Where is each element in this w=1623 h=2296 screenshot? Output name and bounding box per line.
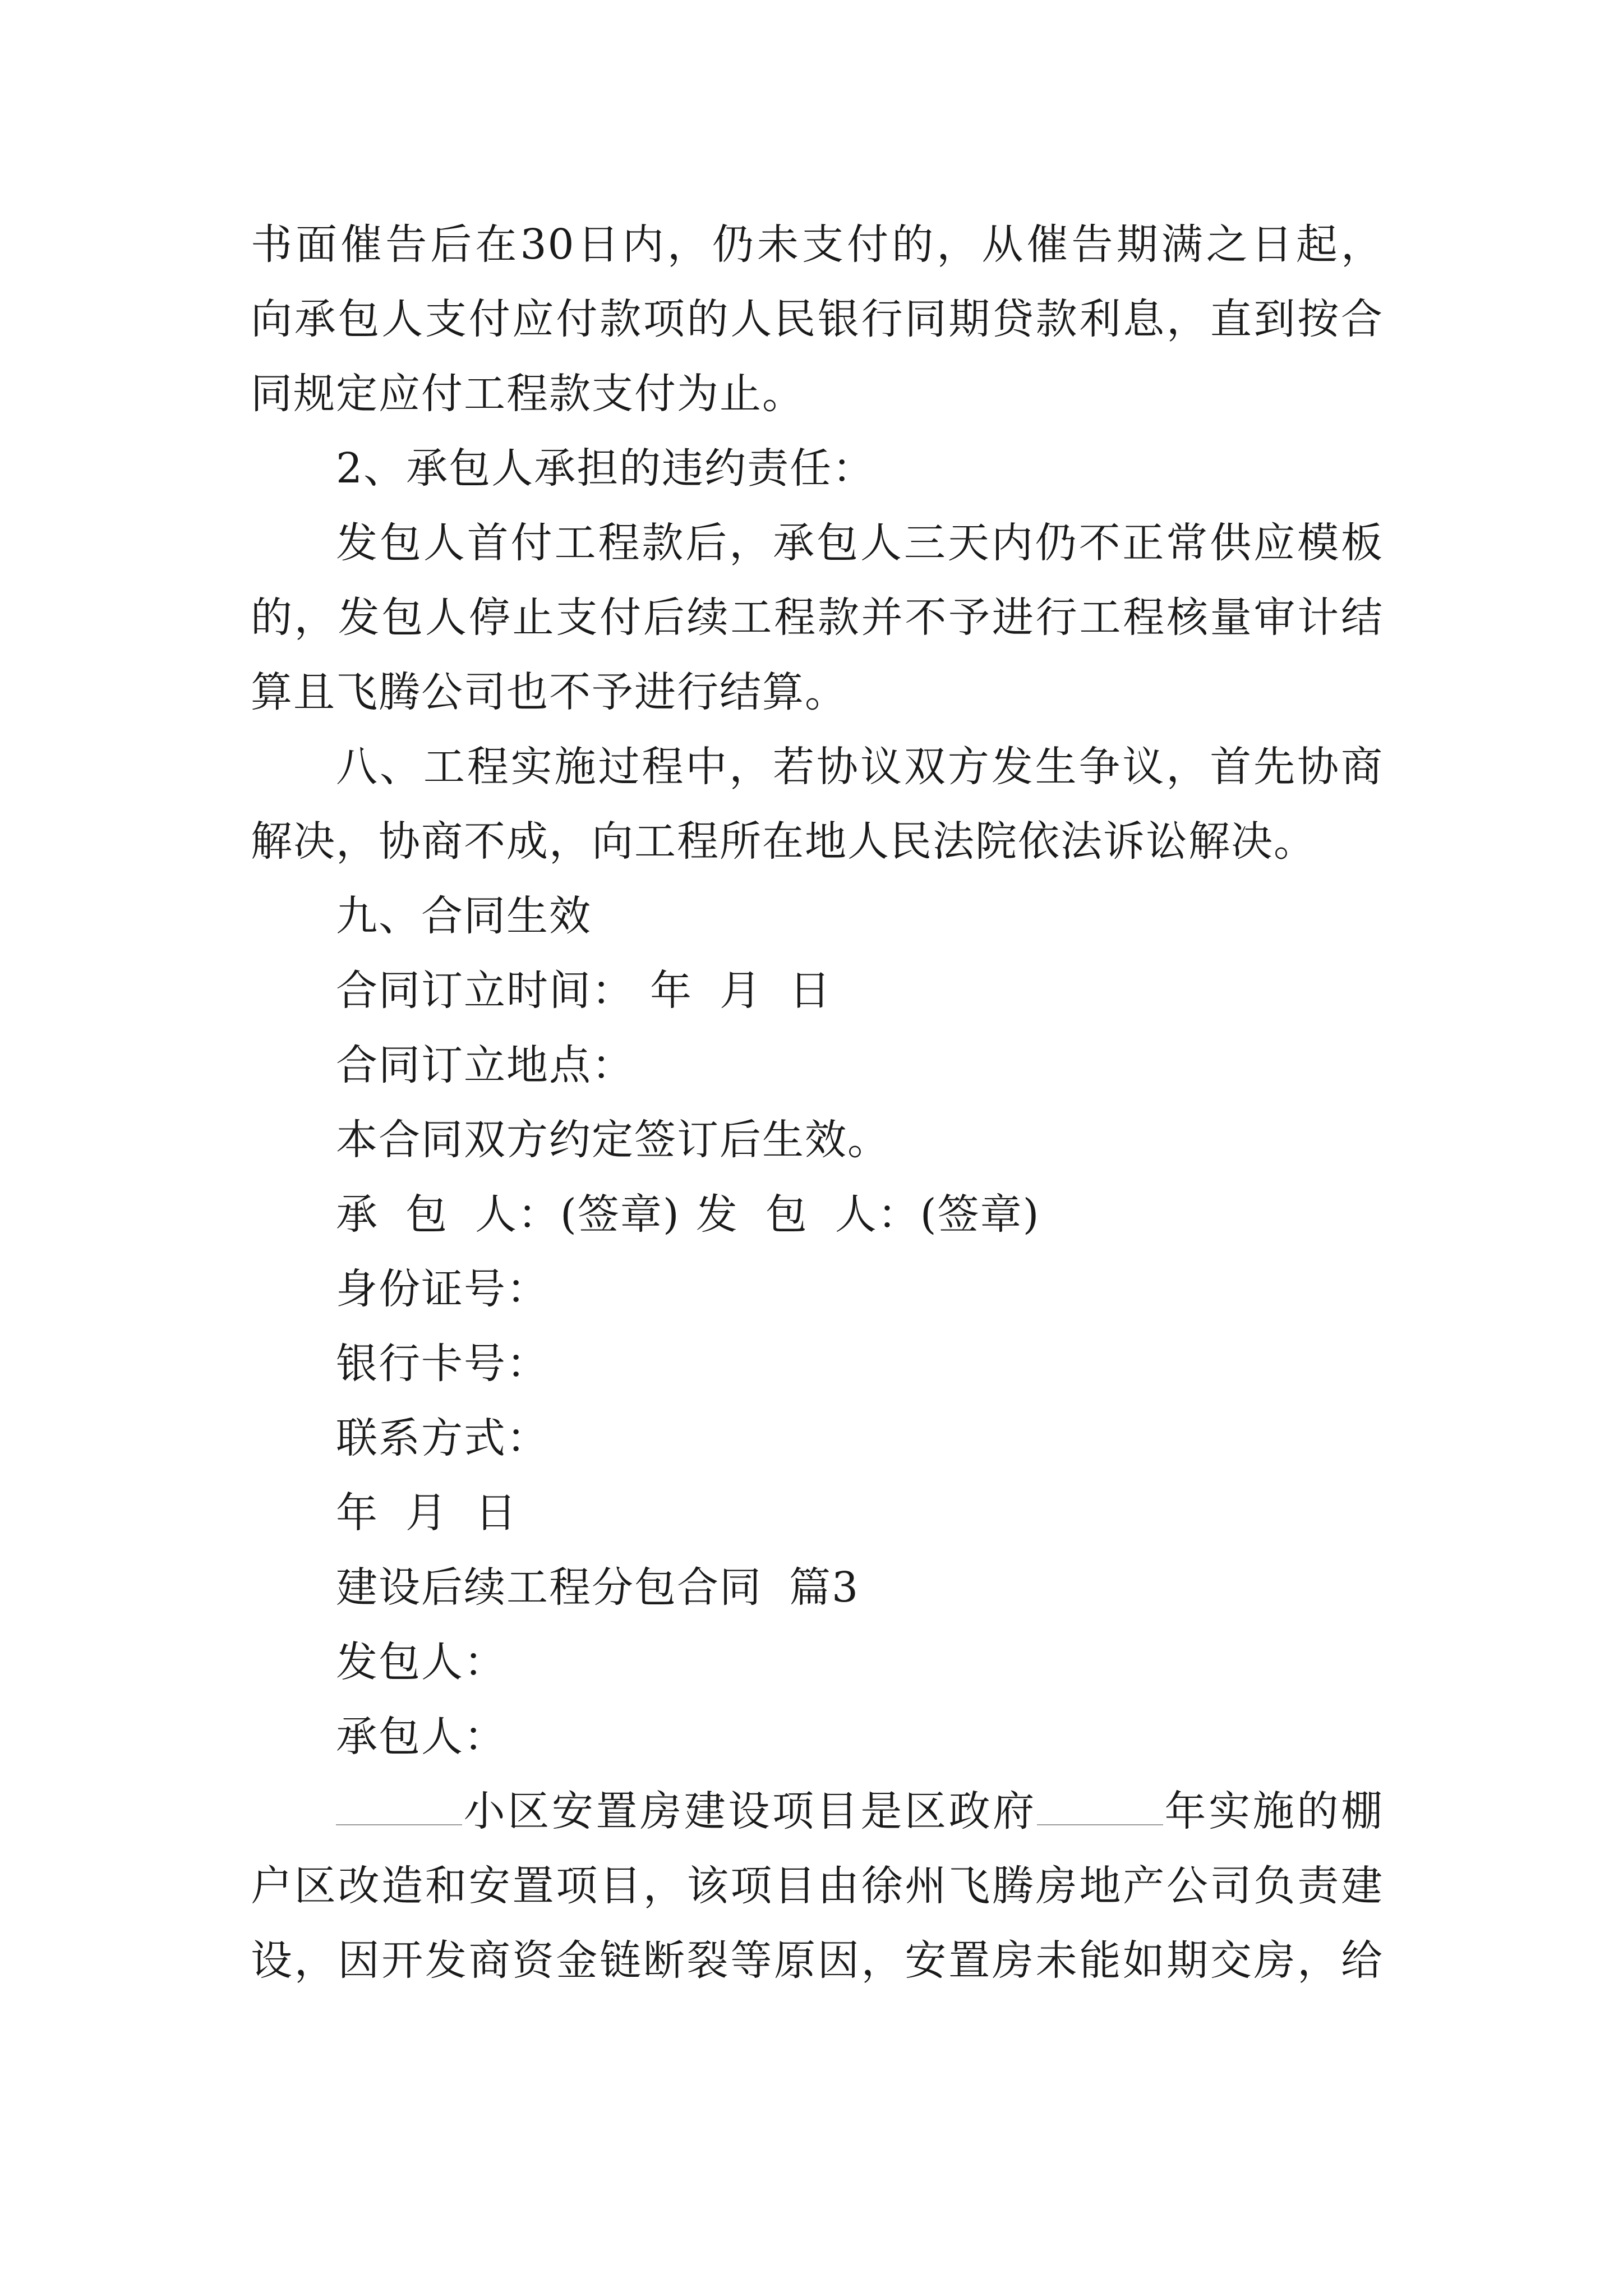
fill-blank — [336, 1783, 462, 1825]
employer-label-2: 包 — [765, 1190, 808, 1239]
paragraph-line: 设，因开发商资金链断裂等原因，安置房未能如期交房，给 — [251, 1936, 1384, 1985]
section-number: 篇3 — [789, 1563, 860, 1612]
signature-date-line — [251, 1476, 1384, 1550]
fill-blank — [1037, 1783, 1163, 1825]
contract-date-label: 合同订立时间： — [336, 967, 634, 1015]
paragraph-line: 解决，协商不成，向工程所在地人民法院依法诉讼解决。 — [251, 817, 1316, 866]
paragraph-text: 年实施的棚 — [1163, 1787, 1384, 1835]
employer-signature: 人：(签章) — [834, 1190, 1040, 1239]
contractor-line: 承包人： — [336, 1713, 506, 1761]
contract-place-line: 合同订立地点： — [336, 1041, 634, 1089]
signature-line — [251, 1177, 1384, 1252]
bank-card-line: 银行卡号： — [336, 1340, 549, 1388]
paragraph-text: 小区安置房建设项目是区政府 — [462, 1787, 1037, 1835]
contact-line: 联系方式： — [336, 1414, 549, 1462]
paragraph-line: 向承包人支付应付款项的人民银行同期贷款利息，直到按合 — [251, 295, 1384, 343]
year-label: 年 — [650, 967, 693, 1015]
contract-date-line — [251, 954, 1384, 1028]
year-label: 年 — [336, 1489, 379, 1537]
paragraph-line: 的，发包人停止支付后续工程款并不予进行工程核量审计结 — [251, 593, 1384, 642]
id-number-line: 身份证号： — [336, 1265, 549, 1313]
month-label: 月 — [405, 1489, 448, 1537]
day-label: 日 — [789, 967, 832, 1015]
contractor-label-1: 承 — [336, 1190, 379, 1239]
month-label: 月 — [720, 967, 762, 1015]
paragraph-line: 八、工程实施过程中，若协议双方发生争议，首先协商 — [336, 743, 1384, 791]
contractor-signature: 人：(签章) — [475, 1190, 680, 1239]
clause-heading: 九、合同生效 — [336, 892, 592, 940]
employer-label-1: 发 — [695, 1190, 739, 1239]
section-title — [251, 1550, 1384, 1625]
paragraph-line: 同规定应付工程款支付为止。 — [251, 370, 805, 418]
paragraph-line: 算且飞腾公司也不予进行结算。 — [251, 668, 847, 716]
effective-clause: 本合同双方约定签订后生效。 — [336, 1116, 890, 1164]
section-title-text: 建设后续工程分包合同 — [336, 1563, 762, 1612]
clause-heading: 2、承包人承担的违约责任： — [336, 444, 875, 493]
paragraph-line: 户区改造和安置项目，该项目由徐州飞腾房地产公司负责建 — [251, 1862, 1384, 1910]
paragraph-line — [251, 1774, 1384, 1849]
employer-line: 发包人： — [336, 1638, 506, 1686]
paragraph-line: 书面催告后在30日内，仍未支付的，从催告期满之日起， — [251, 220, 1384, 269]
paragraph-line: 发包人首付工程款后，承包人三天内仍不正常供应模板 — [336, 519, 1384, 567]
day-label: 日 — [475, 1489, 518, 1537]
document-page — [251, 208, 1384, 1998]
contractor-label-2: 包 — [405, 1190, 448, 1239]
